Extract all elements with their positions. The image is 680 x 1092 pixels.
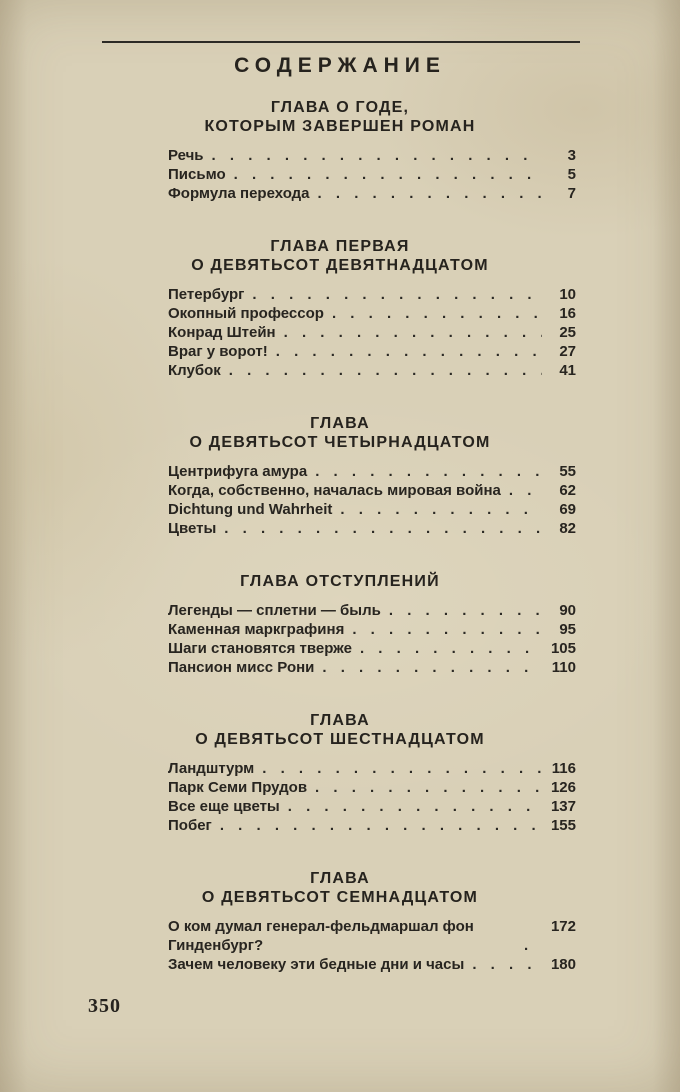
toc-entry (104, 658, 576, 677)
entry-page-number: 126 (550, 779, 576, 796)
toc-entry (104, 955, 576, 974)
section-heading (104, 414, 576, 452)
entry-page-number: 25 (559, 324, 576, 341)
entry-page-number: 116 (551, 760, 576, 777)
section-heading (104, 98, 576, 136)
entry-title: Каменная маркграфиня (168, 621, 345, 638)
entry-title: Парк Семи Прудов (168, 779, 308, 796)
section-heading-line: ГЛАВА ПЕРВАЯ (270, 238, 410, 255)
entry-title: Центрифуга амура (168, 463, 308, 480)
toc-section (104, 572, 576, 677)
entry-page-number: 172 (550, 918, 576, 935)
section-heading-line: О ДЕВЯТЬСОТ ШЕСТНАДЦАТОМ (195, 731, 485, 748)
dot-leader (524, 936, 542, 955)
dot-leader (212, 146, 542, 165)
entry-title: Формула перехода (168, 185, 310, 202)
toc-entry (104, 500, 576, 519)
section-heading (104, 237, 576, 275)
toc-entry (104, 342, 576, 361)
section-heading (104, 711, 576, 749)
entry-page-number: 55 (559, 463, 576, 480)
section-heading-line: КОТОРЫМ ЗАВЕРШЕН РОМАН (204, 118, 476, 135)
entry-title: Клубок (168, 362, 221, 379)
section-heading-line: О ДЕВЯТЬСОТ СЕМНАДЦАТОМ (201, 889, 479, 906)
dot-leader (224, 519, 542, 538)
dot-leader (315, 778, 542, 797)
dot-leader (252, 285, 542, 304)
toc-entry (104, 304, 576, 323)
dot-leader (360, 639, 542, 658)
toc-section (104, 237, 576, 380)
toc-entry-list (104, 462, 576, 538)
header-rule (102, 41, 580, 43)
toc-entry (104, 285, 576, 304)
dot-leader (340, 500, 542, 519)
dot-leader (472, 955, 542, 974)
toc-entry (104, 361, 576, 380)
toc-entry (104, 797, 576, 816)
toc-entry (104, 816, 576, 835)
entry-page-number: 27 (559, 343, 576, 360)
entry-page-number: 10 (559, 286, 576, 303)
toc-sections (104, 98, 576, 974)
toc-entry (104, 323, 576, 342)
dot-leader (389, 601, 542, 620)
page-number: 350 (88, 995, 121, 1017)
entry-page-number: 95 (559, 621, 576, 638)
toc-entry (104, 519, 576, 538)
entry-page-number: 180 (550, 956, 576, 973)
toc-entry-list (104, 759, 576, 835)
entry-page-number: 90 (559, 602, 576, 619)
entry-title: Ландштурм (168, 760, 255, 777)
section-heading-line: О ДЕВЯТЬСОТ ЧЕТЫРНАДЦАТОМ (189, 434, 491, 451)
toc-entry (104, 146, 576, 165)
dot-leader (315, 462, 542, 481)
dot-leader (509, 481, 542, 500)
dot-leader (352, 620, 542, 639)
entry-title: О ком думал генерал-фельдмаршал фон Гинденбург? (168, 918, 474, 954)
entry-page-number: 69 (559, 501, 576, 518)
entry-title: Зачем человеку эти бедные дни и часы (168, 956, 465, 973)
entry-page-number: 3 (567, 147, 576, 164)
toc-entry-list (104, 917, 576, 974)
entry-page-number: 155 (550, 817, 576, 834)
section-heading-line: ГЛАВА (310, 870, 370, 887)
section-heading-line: ГЛАВА (310, 712, 370, 729)
entry-title: Речь (168, 147, 204, 164)
entry-title: Цветы (168, 520, 217, 537)
toc-entry (104, 759, 576, 778)
section-heading-line: ГЛАВА (310, 415, 370, 432)
toc-section (104, 711, 576, 835)
page-title: СОДЕРЖАНИЕ (234, 54, 446, 77)
entry-title: Враг у ворот! (168, 343, 268, 360)
dot-leader (322, 658, 542, 677)
toc-entry (104, 601, 576, 620)
entry-page-number: 137 (550, 798, 576, 815)
dot-leader (318, 184, 542, 203)
toc-entry (104, 462, 576, 481)
entry-title: Шаги становятся тверже (168, 640, 352, 657)
entry-title: Dichtung und Wahrheit (168, 501, 333, 518)
entry-page-number: 110 (551, 659, 576, 676)
section-heading (104, 869, 576, 907)
toc-section (104, 414, 576, 538)
toc-entry-list (104, 285, 576, 380)
toc-entry (104, 620, 576, 639)
entry-page-number: 5 (567, 166, 576, 183)
dot-leader (220, 816, 542, 835)
entry-title: Петербург (168, 286, 245, 303)
dot-leader (262, 759, 542, 778)
toc-section (104, 98, 576, 203)
entry-title: Письмо (168, 166, 226, 183)
entry-page-number: 105 (550, 640, 576, 657)
toc-entry (104, 778, 576, 797)
dot-leader (276, 342, 542, 361)
entry-title: Окопный профессор (168, 305, 324, 322)
entry-title: Пансион мисс Рони (168, 659, 315, 676)
entry-page-number: 16 (559, 305, 576, 322)
toc-entry (104, 184, 576, 203)
dot-leader (234, 165, 542, 184)
toc-section (104, 869, 576, 974)
section-heading-line: ГЛАВА О ГОДЕ, (270, 99, 410, 116)
dot-leader (288, 797, 542, 816)
toc-entry (104, 639, 576, 658)
dot-leader (229, 361, 542, 380)
entry-page-number: 7 (567, 185, 576, 202)
toc-entry (104, 481, 576, 500)
dot-leader (332, 304, 542, 323)
toc-entry (104, 165, 576, 184)
toc-entry-list (104, 146, 576, 203)
entry-page-number: 62 (559, 482, 576, 499)
toc-entry (104, 917, 576, 955)
entry-page-number: 82 (559, 520, 576, 537)
entry-title: Побег (168, 817, 212, 834)
entry-title: Конрад Штейн (168, 324, 276, 341)
toc-entry-list (104, 601, 576, 677)
dot-leader (284, 323, 542, 342)
section-heading (104, 572, 576, 591)
section-heading-line: ГЛАВА ОТСТУПЛЕНИЙ (240, 573, 440, 590)
entry-title: Легенды — сплетни — быль (168, 602, 381, 619)
entry-title: Все еще цветы (168, 798, 280, 815)
entry-title: Когда, собственно, началась мировая война (168, 482, 501, 499)
section-heading-line: О ДЕВЯТЬСОТ ДЕВЯТНАДЦАТОМ (191, 257, 489, 274)
entry-page-number: 41 (559, 362, 576, 379)
